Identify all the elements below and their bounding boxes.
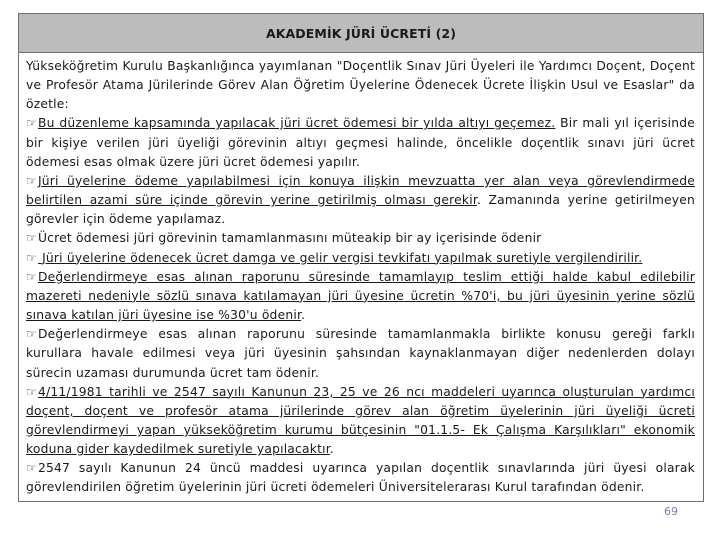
bullet-item (26, 249, 695, 268)
bullet-item (26, 383, 695, 460)
hand-pointer-icon: ☞ (26, 384, 37, 399)
bullet-item (26, 229, 695, 248)
hand-pointer-icon: ☞ (26, 461, 37, 476)
bullet-underlined-text: Bu düzenleme kapsamında yapılacak jüri ücret ödemesi bir yılda altıyı geçemez. (37, 116, 556, 131)
bullet-text: . (301, 308, 306, 323)
intro-paragraph: Yükseköğretim Kurulu Başkanlığınca yayımlanan "Doçentlik Sınav Jüri Üyeleri ile Yardımcı Doçent, Doçent ve Profesör Atama Jürilerinde Görev Alan Öğretim Üyelerine Ödenecek Ücrete İlişkin Usul ve Esaslar" da özetle: (26, 59, 695, 112)
hand-pointer-icon: ☞ (26, 327, 37, 342)
slide-frame (18, 13, 704, 502)
bullet-item (26, 459, 695, 497)
bullet-text: . (329, 442, 334, 457)
bullet-underlined-text: 4/11/1981 tarihli ve 2547 sayılı Kanunun 23, 25 ve 26 ncı maddeleri uyarınca oluşturulan yardımcı doçent, doçent ve profesör atama jürilerinde görev alan öğretim üyelerinin jüri üyeliği ücreti görevlendirmeyi yapan yükseköğretim kurumu bütçesinin "01.1.5- Ek Çalışma Karşılıkları" ekonomik koduna gider kaydedilmek suretiyle yapılacaktır (26, 384, 695, 457)
bullet-text: Bir mali yıl içerisinde bir kişiye verilen jüri üyeliği görevinin altıyı geçmesi halinde, öncelikle doçentlik sınavı jüri ücret ödemesi esas olmak üzere jüri ücret ödemesi yapılır. (26, 116, 695, 169)
bullet-underlined-text: Değerlendirmeye esas alınan raporunu süresinde tamamlayıp teslim ettiği halde kabul edilebilir mazereti nedeniyle sözlü sınava katılamayan jüri üyesine ücretin %70'i, bu jüri üyesinin yerine sözlü sınava katılan jüri üyesine ise %30'u ödenir (26, 269, 695, 323)
bullet-item (26, 325, 695, 382)
slide-body (26, 57, 695, 498)
bullet-item (26, 114, 695, 171)
page-number: 69 (664, 505, 678, 518)
hand-pointer-icon: ☞ (26, 173, 37, 188)
hand-pointer-icon: ☞ (26, 116, 37, 131)
bullet-item (26, 172, 695, 229)
bullet-text: 2547 sayılı Kanunun 24 üncü maddesi uyarınca yapılan doçentlik sınavlarında jüri üyesi olarak görevlendirilen öğretim üyelerinin jüri ücreti ödemeleri Üniversitelerarası Kurul tarafından ödenir. (26, 461, 695, 495)
bullet-underlined-text: Jüri üyelerine ödeme yapılabilmesi için konuya ilişkin mevzuatta yer alan veya görevlendirmede belirtilen azami süre içinde görevin yerine getirilmiş olması gerekir (26, 173, 695, 208)
title-bar (19, 14, 703, 53)
hand-pointer-icon: ☞ (26, 269, 37, 284)
bullet-text: Ücret ödemesi jüri görevinin tamamlanmasını müteakip bir ay içerisinde ödenir (37, 231, 542, 246)
slide-title: AKADEMİK JÜRİ ÜCRETİ (2) (265, 25, 457, 41)
bullet-underlined-text: Jüri üyelerine ödenecek ücret damga ve gelir vergisi tevkifatı yapılmak suretiyle vergilendirilir. (37, 250, 643, 265)
bullet-item (26, 268, 695, 325)
bullet-text: Değerlendirmeye esas alınan raporunu süresinde tamamlanmakla birlikte konusu gereği farklı kurullara havale edilmesi veya jüri üyesinin şahsından kaynaklanmayan diğer nedenlerden dolayı sürecin uzaması durumunda ücret tam ödenir. (26, 327, 695, 380)
bullet-text: . Zamanında yerine getirilmeyen görevler için ödeme yapılamaz. (26, 193, 695, 227)
hand-pointer-icon: ☞ (26, 231, 37, 246)
hand-pointer-icon: ☞ (26, 250, 37, 265)
